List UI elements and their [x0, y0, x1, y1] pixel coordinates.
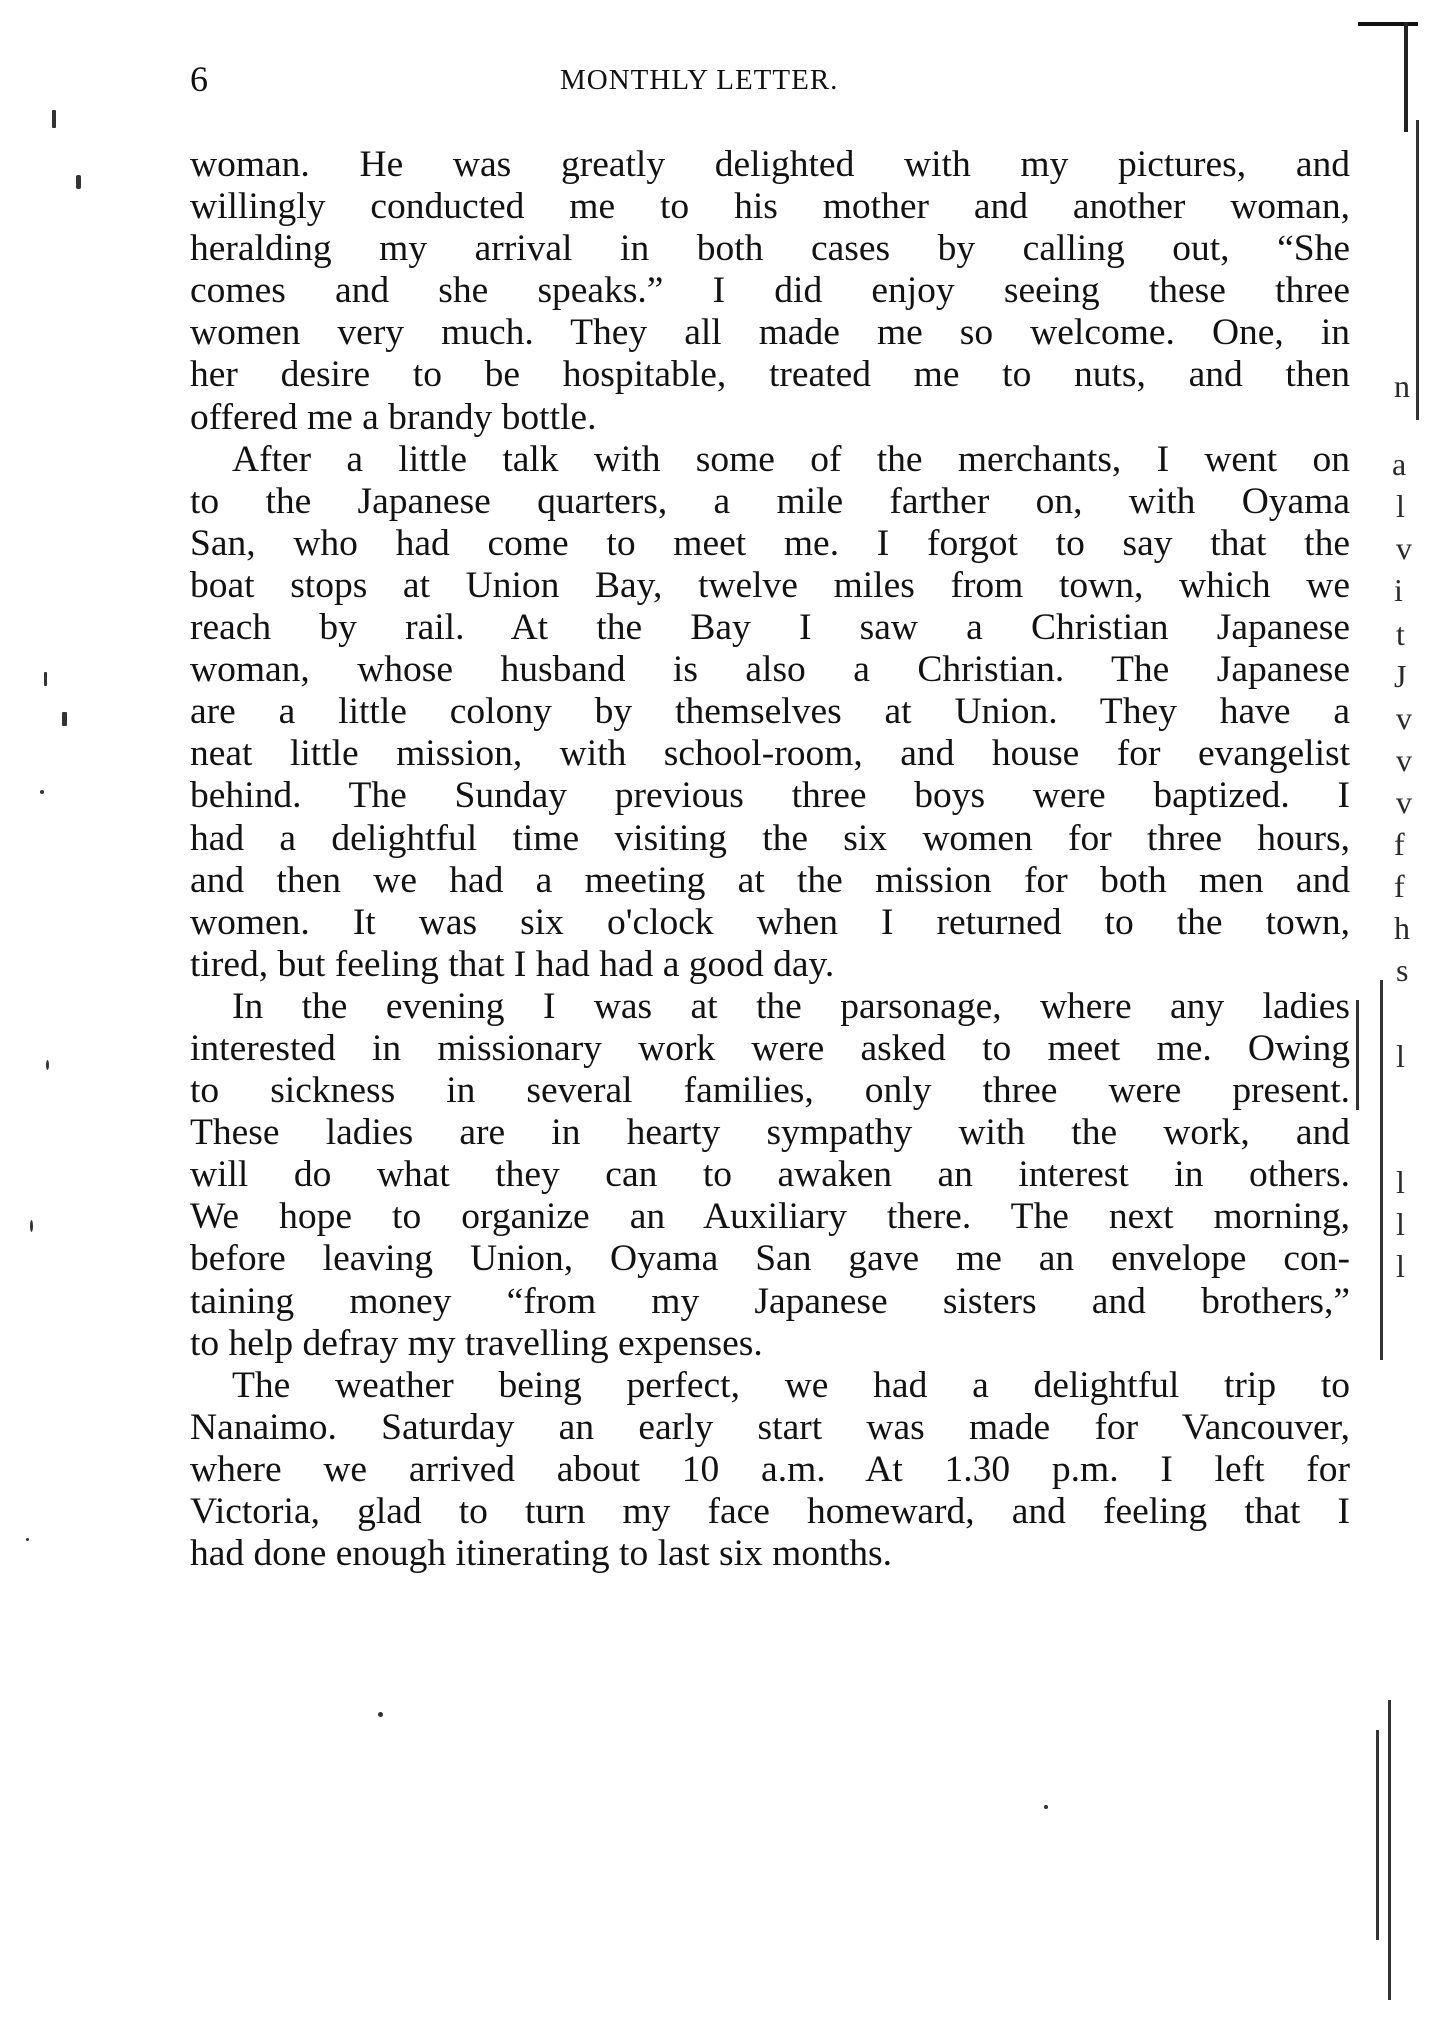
text-line: heralding my arrival in both cases by calling out, “She [190, 228, 1350, 270]
margin-bleed-char: i [1394, 572, 1403, 608]
text-line: woman, whose husband is also a Christian. The Japanese [190, 649, 1350, 691]
text-line: to help defray my travelling expenses. [190, 1322, 763, 1364]
text-line: will do what they can to awaken an interest in others. [190, 1154, 1350, 1196]
scan-speck [26, 1538, 29, 1541]
binding-rule-vertical [1404, 22, 1408, 132]
binding-edge-line [1356, 1000, 1359, 1110]
scan-speck [46, 1060, 49, 1070]
text-line: her desire to be hospitable, treated me to nuts, and then [190, 354, 1350, 396]
text-line: to sickness in several families, only three were present. [190, 1070, 1350, 1112]
margin-bleed-char: s [1396, 952, 1409, 988]
text-line: boat stops at Union Bay, twelve miles from town, which we [190, 564, 1350, 606]
text-line: comes and she speaks.” I did enjoy seeing these three [190, 270, 1350, 312]
running-title: MONTHLY LETTER. [560, 64, 839, 96]
text-line: Victoria, glad to turn my face homeward, and feeling that I [190, 1491, 1350, 1532]
scan-speck [30, 1220, 33, 1232]
text-line: interested in missionary work were asked to meet me. Owing [190, 1027, 1350, 1069]
text-line: women very much. They all made me so welcome. One, in [190, 312, 1350, 354]
text-line: and then we had a meeting at the mission for both men and [190, 859, 1350, 901]
scan-speck [62, 712, 67, 726]
text-line: In the evening I was at the parsonage, where any ladies [232, 985, 1350, 1027]
margin-bleed-char: h [1394, 910, 1410, 946]
scan-speck [1044, 1805, 1048, 1809]
text-line: behind. The Sunday previous three boys were baptized. I [190, 775, 1350, 817]
text-line: Nanaimo. Saturday an early start was made for Vancouver, [190, 1406, 1350, 1448]
binding-edge-line [1416, 120, 1419, 420]
text-line: offered me a brandy bottle. [190, 396, 597, 438]
scan-speck [44, 672, 47, 686]
text-line: are a little colony by themselves at Union. They have a [190, 691, 1350, 733]
margin-bleed-char: v [1396, 784, 1412, 820]
margin-bleed-char: l [1396, 488, 1405, 524]
text-line: We hope to organize an Auxiliary there. The next morning, [190, 1196, 1350, 1238]
page-number: 6 [190, 59, 208, 99]
text-line: willingly conducted me to his mother and another woman, [190, 186, 1350, 228]
binding-edge-line [1388, 1700, 1391, 2000]
text-line: before leaving Union, Oyama San gave me an envelope con- [190, 1238, 1350, 1280]
margin-bleed-char: v [1396, 530, 1412, 566]
binding-rule [1358, 22, 1418, 26]
margin-bleed-char: n [1394, 368, 1410, 404]
margin-bleed-char: f [1394, 868, 1405, 904]
scan-speck [76, 175, 81, 189]
scan-speck [52, 110, 56, 128]
margin-bleed-char: a [1392, 446, 1407, 482]
scan-speck [378, 1712, 383, 1717]
text-line: San, who had come to meet me. I forgot to say that the [190, 522, 1350, 564]
text-line: After a little talk with some of the merchants, I went on [232, 438, 1350, 480]
text-line: to the Japanese quarters, a mile farther on, with Oyama [190, 480, 1350, 522]
margin-bleed-char: l [1396, 1248, 1405, 1284]
margin-bleed-char: J [1394, 658, 1407, 694]
margin-bleed-char: v [1396, 700, 1412, 736]
text-line: The weather being perfect, we had a delightful trip to [232, 1364, 1350, 1406]
text-line: where we arrived about 10 a.m. At 1.30 p.m. I left for [190, 1448, 1350, 1490]
text-line: These ladies are in hearty sympathy with the work, and [190, 1112, 1350, 1154]
margin-bleed-char: l [1396, 1038, 1405, 1074]
running-head [190, 58, 1350, 108]
margin-bleed-char: f [1394, 826, 1405, 862]
text-line: tired, but feeling that I had had a good day. [190, 943, 835, 985]
margin-bleed-char: v [1396, 742, 1412, 778]
text-line: had done enough itinerating to last six months. [190, 1533, 892, 1575]
text-line: had a delightful time visiting the six women for three hours, [190, 817, 1350, 859]
text-line: women. It was six o'clock when I returned to the town, [190, 901, 1350, 943]
scan-speck [40, 790, 44, 794]
binding-edge-line [1380, 980, 1383, 1360]
text-line: taining money “from my Japanese sisters and brothers,” [190, 1280, 1350, 1322]
margin-bleed-char: l [1396, 1206, 1405, 1242]
text-line: neat little mission, with school-room, and house for evangelist [190, 733, 1350, 775]
binding-edge-line [1376, 1730, 1379, 1940]
body-text [190, 144, 1350, 1575]
text-line: woman. He was greatly delighted with my pictures, and [190, 144, 1350, 185]
margin-bleed-char: t [1396, 616, 1405, 652]
text-line: reach by rail. At the Bay I saw a Christian Japanese [190, 607, 1350, 649]
margin-bleed-char: l [1396, 1164, 1405, 1200]
